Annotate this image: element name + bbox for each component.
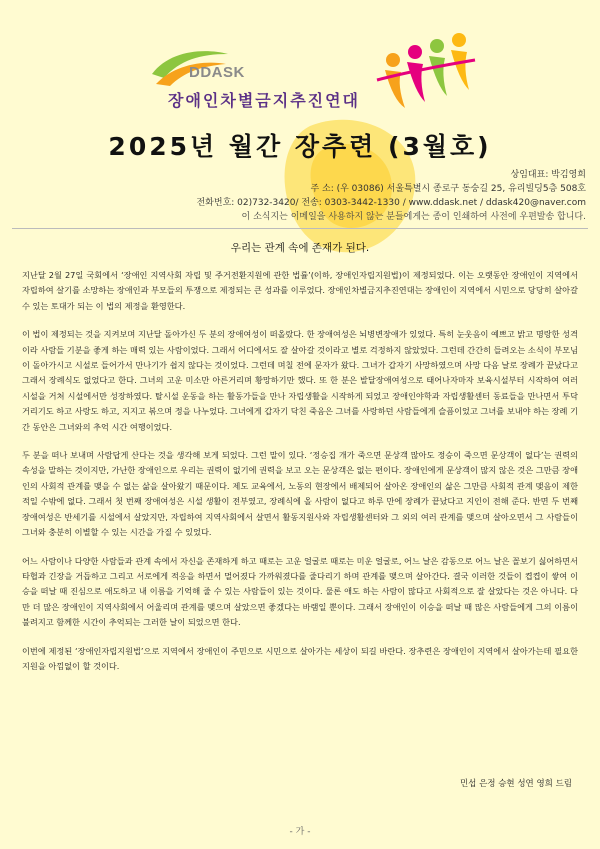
signature: 민섭 은정 승현 성연 영희 드림 (459, 779, 572, 789)
page-number: - 가 - (289, 827, 311, 837)
article-body (22, 268, 578, 687)
header-divider (12, 228, 588, 229)
paragraph: 어느 사람이나 다양한 사람들과 관계 속에서 자신을 존재하게 하고 때로는 고운 얼굴로 때로는 미운 얼굴로, 어느 날은 감동으로 어느 날은 꼴보기 싫어하면서 타협과 긴장을 거듭하고 그리고 서로에게 적응을 하면서 멀어졌다 가까워졌다를 줄다리기 하며 관계를 맺으며 살아간다. 결국 이러한 것들이 켭켭이 쌓여 이승을 떠날 때 진심으로 애도하고 내 이름을 기억해 줄 수 있는 사람들이 있는 것이다. 물론 애도 하는 사람이 많다고 사회적으로 잘 살았다는 것은 아니다. 다만 더 많은 장애인이 지역사회에서 어울리며 관계를 맺으며 살았으면 좋겠다는 바램일 뿐이다. 그래서 장애인이 이승을 떠날 때 많은 사람들에게 그의 이름이 불려지고 함께한 시간이 추억되는 그러한 날이 되었으면 한다. (22, 555, 578, 628)
org-name: 장애인차별금지추진연대 (168, 91, 361, 110)
paragraph: 두 분을 떠나 보내며 사람답게 산다는 것을 생각해 보게 되었다. 그런 말이 있다. ‘정승집 개가 죽으면 문상객 많아도 정승이 죽으면 문상객이 없다’는 권력의 속성을 말하는 것이지만, 가난한 장애인으로 우리는 권력이 없기에 권력을 보고 오는 문상객은 없는 편이다. 장애인에게 문상객이 많지 않은 것은 그만큼 장애인의 사회적 관계를 맺을 수 없는 삶을 살아왔기 때문이다. 제도 교육에서, 노동의 현장에서 배제되어 살아온 장애인의 삶은 그만큼 사회적 관계 맺음이 제한적일 수밖에 없다. 그래서 첫 번째 장애여성은 시설 생활이 전부였고, 장례식에 올 사람이 없다고 하루 만에 장례가 끝났다고 지인이 전해 준다. 반면 두 번째 장애여성은 반세기를 시설에서 살았지만, 자립하여 지역사회에서 살면서 활동지원사와 자립생활센터와 그 외의 여러 관계를 맺으며 살아오면서 그 사람들이 그녀와 충분히 이별할 수 있는 시간을 가질 수 있었다. (22, 450, 578, 538)
logo-text: DDASK (189, 64, 245, 81)
contact-block (116, 168, 586, 224)
phone-web-email: 전화번호: 02)732-3420/ 전송: 0303-3442-1330 / www.ddask.net / ddask420@naver.com (196, 198, 586, 208)
paragraph: 이 법이 제정되는 것을 지켜보며 지난달 돌아가신 두 분의 장애여성이 떠올랐다. 한 장애여성은 뇌병변장애가 있었다. 특히 눈웃음이 예쁘고 밝고 명랑한 성격이라 사람들 기분을 좋게 하는 매력 있는 사람이었다. 그래서 어디에서도 잘 살아갈 것이라고 별로 걱정하지 않았었다. 그런데 간간히 들려오는 소식이 부모님이 돌아가시고 시설로 들어가서 만나기가 쉽지 않다는 것이었다. 그런데 며칠 전에 문자가 왔다. 그녀가 갑자기 사망하였으며 사망 다음 날로 장례가 끝났다고 그래서 장례식도 없었다고 한다. 그녀의 고운 미소만 아른거리며 황망하기만 했다. 또 한 분은 발달장애여성으로 태어나자마자 보육시설부터 시작하여 여러 시설을 거쳐 시설에서만 성장하였다. 탈시설 운동을 하는 활동가들을 만나 자립생활을 시작하게 되었고 장애인야학과 자립생활센터 동료들을 만나면서 투닥거리기도 하고 사랑도 하고, 지지고 볶으며 정을 나누었다. 그녀에게 갑자기 닥친 죽음은 그녀를 사랑하던 사람들에게 슬픔이었고 그녀를 보내야 하는 장례 기간 동안은 그녀와의 추억 시간 여행이었다. (22, 329, 578, 432)
address: 주 소: (우 03086) 서울특별시 종로구 동숭길 25, 유리빌딩5층 508호 (310, 184, 586, 194)
mailing-notice: 이 소식지는 이메일을 사용하지 않는 분들에게는 종이 인쇄하여 사전에 우편발송 합니다. (241, 212, 586, 222)
paragraph: 이번에 제정된 ‘장애인자립지원법’으로 지역에서 장애인이 주민으로 시민으로 살아가는 세상이 되길 바란다. 장추련은 장애인이 지역에서 살아가는데 필요한 지원을 아낌없이 할 것이다. (22, 645, 578, 671)
paragraph: 지난달 2월 27일 국회에서 ‘장애인 지역사회 자립 및 주거전환지원에 관한 법률’(이하, 장애인자립지원법)이 제정되었다. 이는 오랫동안 장애인이 지역에서 자립하여 살기를 소망하는 장애인과 부모들의 투쟁으로 제정되는 큰 성과를 이루었다. 장애인차별금지추진연대는 장애인이 지역에서 시민으로 당당히 살아갈 수 있는 토대가 되는 이 법의 제정을 환영한다. (22, 270, 578, 311)
representative: 상임대표: 박김영희 (510, 170, 586, 180)
page-title: 2025년 월간 장추련 (3월호) (108, 132, 492, 161)
article-subtitle: 우리는 관계 속에 존재가 된다. (230, 242, 370, 254)
